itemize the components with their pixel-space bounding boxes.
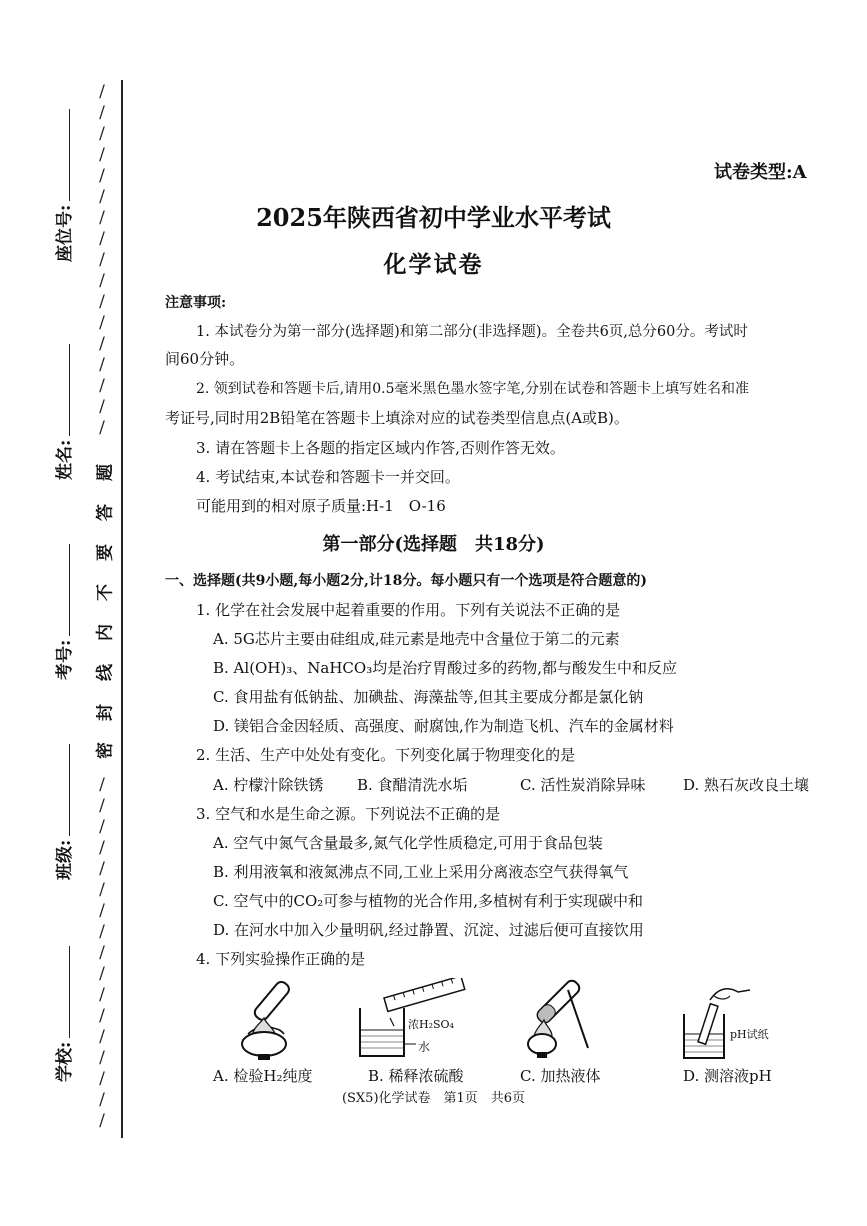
note-line: 间60分钟。: [165, 350, 245, 368]
seat-underline[interactable]: [55, 109, 70, 201]
class-label: 班级:: [55, 839, 75, 880]
q2-option-d: D. 熟石灰改良土壤: [683, 776, 810, 794]
part1-heading: 第一部分(选择题 共18分): [322, 534, 545, 555]
name-underline[interactable]: [55, 344, 70, 436]
figure-c-heating: [518, 978, 598, 1062]
name-field[interactable]: [50, 344, 75, 480]
binding-line: [121, 80, 123, 1138]
seal-char: 要: [95, 544, 116, 561]
q1-option-d: D. 镁铝合金因轻质、高强度、耐腐蚀,作为制造飞机、汽车的金属材料: [213, 717, 674, 735]
school-field[interactable]: [50, 946, 75, 1082]
note-line: 3. 请在答题卡上各题的指定区域内作答,否则作答无效。: [196, 439, 565, 457]
q4-option-a: A. 检验H₂纯度: [213, 1067, 313, 1085]
seal-char: 线: [95, 664, 116, 681]
exam-title: 2025年陕西省初中学业水平考试: [256, 203, 611, 232]
q4-option-d: D. 测溶液pH: [683, 1067, 772, 1085]
seal-char: 答: [95, 504, 116, 521]
q2-option-b: B. 食醋清洗水垢: [357, 776, 468, 794]
seal-char: 不: [95, 584, 116, 601]
atomic-mass: 可能用到的相对原子质量:H-1 O-16: [196, 497, 446, 515]
q2-option-c: C. 活性炭消除异味: [520, 776, 646, 794]
seal-char: 题: [95, 464, 116, 481]
class-underline[interactable]: [55, 744, 70, 836]
exam-no-label: 考号:: [55, 639, 75, 680]
name-label: 姓名:: [55, 439, 75, 480]
notes-heading: 注意事项:: [165, 295, 227, 311]
seat-label: 座位号:: [55, 204, 75, 262]
seal-char: 内: [95, 624, 116, 641]
seal-char: 封: [95, 704, 116, 721]
page-footer: (SX5)化学试卷 第1页 共6页: [341, 1091, 526, 1106]
seat-field[interactable]: [50, 109, 75, 262]
q2-stem: 2. 生活、生产中处处有变化。下列变化属于物理变化的是: [196, 746, 576, 764]
q3-stem: 3. 空气和水是生命之源。下列说法不正确的是: [196, 805, 501, 823]
water-label: 水: [418, 1040, 431, 1054]
q1-option-a: A. 5G芯片主要由硅组成,硅元素是地壳中含量位于第二的元素: [213, 630, 620, 648]
q4-option-b: B. 稀释浓硫酸: [368, 1067, 464, 1085]
exam-no-underline[interactable]: [55, 544, 70, 636]
seal-char: 密: [95, 742, 116, 759]
class-field[interactable]: [50, 744, 75, 880]
figure-a-h2-test: [228, 978, 318, 1062]
binding-slashes: / / / / / / / / / / / / / / / / / / / / / / / / / / / / / / / / / /: [99, 82, 105, 1131]
note-line: 1. 本试卷分为第一部分(选择题)和第二部分(非选择题)。全卷共6页,总分60分。考试时: [196, 324, 748, 340]
q1-option-b: B. Al(OH)₃、NaHCO₃均是治疗胃酸过多的药物,都与酸发生中和反应: [213, 659, 677, 677]
figure-d-ph-test: [680, 978, 760, 1062]
q2-option-a: A. 柠檬汁除铁锈: [213, 776, 324, 794]
q3-option-c: C. 空气中的CO₂可参与植物的光合作用,多植树有利于实现碳中和: [213, 892, 644, 910]
q1-option-c: C. 食用盐有低钠盐、加碘盐、海藻盐等,但其主要成分都是氯化钠: [213, 688, 644, 706]
q1-stem: 1. 化学在社会发展中起着重要的作用。下列有关说法不正确的是: [196, 601, 621, 619]
acid-label: 浓H₂SO₄: [408, 1018, 454, 1031]
exam-subtitle: 化学试卷: [383, 251, 484, 278]
q3-option-b: B. 利用液氧和液氮沸点不同,工业上采用分离液态空气获得氧气: [213, 863, 629, 881]
school-underline[interactable]: [55, 946, 70, 1038]
q4-option-c: C. 加热液体: [520, 1067, 601, 1085]
note-line: 2. 领到试卷和答题卡后,请用0.5毫米黑色墨水签字笔,分别在试卷和答题卡上填写姓名和准: [196, 381, 749, 397]
q3-option-a: A. 空气中氮气含量最多,氮气化学性质稳定,可用于食品包装: [213, 834, 603, 852]
note-line: 4. 考试结束,本试卷和答题卡一并交回。: [196, 468, 460, 486]
q3-option-d: D. 在河水中加入少量明矾,经过静置、沉淀、过滤后便可直接饮用: [213, 921, 644, 939]
school-label: 学校:: [55, 1041, 75, 1082]
ph-paper-label: pH试纸: [730, 1028, 769, 1041]
q4-stem: 4. 下列实验操作正确的是: [196, 950, 366, 968]
paper-type: 试卷类型:A: [714, 162, 807, 183]
note-line: 考证号,同时用2B铅笔在答题卡上填涂对应的试卷类型信息点(A或B)。: [165, 409, 629, 427]
part1-instruction: 一、选择题(共9小题,每小题2分,计18分。每小题只有一个选项是符合题意的): [165, 573, 647, 589]
exam-no-field[interactable]: [50, 544, 75, 680]
